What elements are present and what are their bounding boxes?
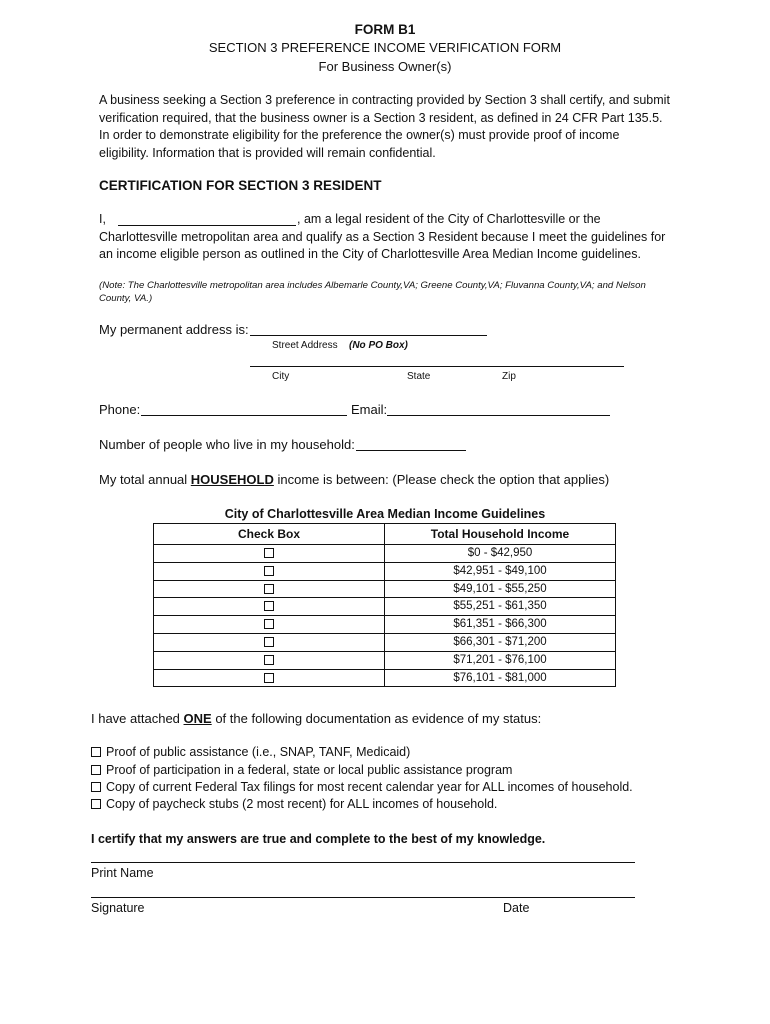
doc-option-label: Proof of public assistance (i.e., SNAP, TANF, Medicaid) (106, 745, 411, 759)
income-range: $61,351 - $66,300 (385, 616, 616, 634)
intro-line: eligibility. Information that is provided will remain confidential. (99, 146, 436, 160)
address-label: My permanent address is: (99, 322, 249, 337)
income-range: $0 - $42,950 (385, 545, 616, 563)
table-row (154, 598, 616, 616)
city-state-zip-line[interactable] (250, 366, 624, 367)
income-guidelines-table (153, 523, 616, 687)
household-count-label: Number of people who live in my household: (99, 437, 355, 452)
doc-option[interactable] (91, 780, 633, 794)
doc-option-label: Proof of participation in a federal, state or local public assistance program (106, 763, 513, 777)
street-address-line[interactable] (250, 335, 487, 336)
income-checkbox[interactable] (264, 637, 274, 647)
income-checkbox[interactable] (264, 601, 274, 611)
doc-emphasis: ONE (183, 711, 212, 726)
table-row (154, 580, 616, 598)
income-range: $42,951 - $49,100 (385, 562, 616, 580)
table-row (154, 633, 616, 651)
income-range: $49,101 - $55,250 (385, 580, 616, 598)
signature-line[interactable] (91, 897, 635, 898)
income-range: $71,201 - $76,100 (385, 651, 616, 669)
doc-prefix: I have attached (91, 711, 180, 726)
cert-line: an income eligible person as outlined in the City of Charlottesville Area Median Income guidelines. (99, 247, 641, 261)
check-box-header: Check Box (154, 524, 385, 545)
city-caption: City (272, 371, 290, 382)
form-subtitle: For Business Owner(s) (318, 59, 452, 74)
zip-caption: Zip (502, 371, 516, 382)
table-row (154, 545, 616, 563)
cert-prefix: I, (99, 212, 106, 226)
table-row (154, 616, 616, 634)
income-range: $55,251 - $61,350 (385, 598, 616, 616)
note-line: County, VA.) (99, 293, 153, 304)
email-label: Email: (351, 402, 388, 417)
income-checkbox[interactable] (264, 584, 274, 594)
form-title: SECTION 3 PREFERENCE INCOME VERIFICATION FORM (208, 40, 562, 55)
income-checkbox[interactable] (264, 619, 274, 629)
table-row (154, 669, 616, 687)
income-range: $66,301 - $71,200 (385, 633, 616, 651)
email-input-line[interactable] (387, 415, 610, 416)
print-name-line[interactable] (91, 862, 635, 863)
income-suffix: income is between: (Please check the option that applies) (277, 472, 610, 487)
doc-suffix: of the following documentation as evidence of my status: (215, 711, 542, 726)
table-row (154, 651, 616, 669)
intro-line: verification required, that the business owner is a Section 3 resident, as defined in 24 CFR Part 135.5. (99, 111, 663, 125)
name-input-line[interactable] (118, 225, 296, 226)
income-checkbox[interactable] (264, 655, 274, 665)
no-po-box-note: (No PO Box) (349, 340, 408, 351)
doc-option-label: Copy of paycheck stubs (2 most recent) for ALL incomes of household. (106, 797, 498, 811)
certify-statement: I certify that my answers are true and complete to the best of my knowledge. (91, 832, 546, 846)
income-prefix: My total annual (99, 472, 188, 487)
form-id: FORM B1 (354, 22, 416, 37)
income-emphasis: HOUSEHOLD (190, 472, 274, 487)
cert-suffix: , am a legal resident of the City of Charlottesville or the (297, 212, 601, 226)
print-name-label: Print Name (91, 866, 154, 880)
doc-option[interactable] (91, 797, 497, 811)
note-line: (Note: The Charlottesville metropolitan area includes Albemarle County,VA; Greene County,VA; Fluvanna County,VA; and Nelson (99, 280, 646, 291)
certification-heading: CERTIFICATION FOR SECTION 3 RESIDENT (99, 178, 382, 193)
phone-input-line[interactable] (141, 415, 347, 416)
doc-checkbox[interactable] (91, 765, 101, 775)
phone-label: Phone: (99, 402, 141, 417)
date-label: Date (503, 901, 530, 915)
guidelines-title: City of Charlottesville Area Median Income Guidelines (224, 507, 546, 521)
household-income-label (99, 472, 609, 487)
doc-option[interactable] (91, 745, 410, 759)
signature-label: Signature (91, 901, 145, 915)
doc-checkbox[interactable] (91, 782, 101, 792)
intro-line: A business seeking a Section 3 preference in contracting provided by Section 3 shall certify, and submit (99, 93, 670, 107)
income-range: $76,101 - $81,000 (385, 669, 616, 687)
table-header-row (154, 524, 616, 545)
documentation-intro (91, 711, 541, 726)
doc-option-label: Copy of current Federal Tax filings for most recent calendar year for ALL incomes of household. (106, 780, 633, 794)
doc-option[interactable] (91, 763, 512, 777)
income-checkbox[interactable] (264, 566, 274, 576)
street-address-caption: Street Address (272, 340, 338, 351)
income-checkbox[interactable] (264, 548, 274, 558)
income-checkbox[interactable] (264, 673, 274, 683)
cert-line: Charlottesville metropolitan area and qualify as a Section 3 Resident because I meet the guidelines for (99, 230, 666, 244)
doc-checkbox[interactable] (91, 799, 101, 809)
intro-line: In order to demonstrate eligibility for the preference the owner(s) must provide proof of income (99, 128, 620, 142)
household-count-line[interactable] (356, 450, 466, 451)
state-caption: State (407, 371, 431, 382)
doc-checkbox[interactable] (91, 747, 101, 757)
income-header: Total Household Income (385, 524, 616, 545)
table-row (154, 562, 616, 580)
